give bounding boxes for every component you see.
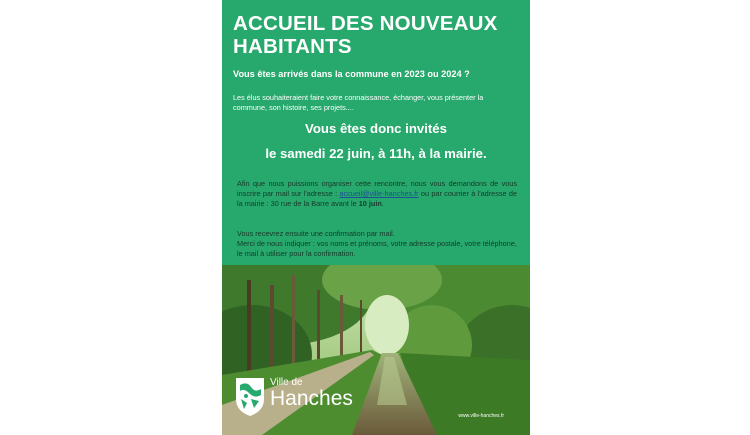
- event-date: le samedi 22 juin, à 11h, à la mairie.: [265, 146, 487, 161]
- email-link[interactable]: accueil@ville-hanches.fr: [339, 189, 419, 198]
- intro-text: Les élus souhaiteraient faire votre connaissance, échanger, vous présenter la commune, son histoire, ses projets....: [233, 93, 484, 112]
- hanches-logo: [235, 377, 353, 417]
- website-url: www.ville-hanches.fr: [458, 413, 504, 419]
- arrival-question: Vous êtes arrivés dans la commune en 2023 ou 2024 ?: [233, 69, 470, 79]
- invite-heading: Vous êtes donc invités: [305, 121, 447, 136]
- info-request-line: Merci de nous indiquer : vos noms et prénoms, votre adresse postale, votre téléphone, le mail à utiliser pour la confirmation.: [237, 239, 517, 258]
- registration-paragraph: [237, 179, 517, 209]
- logo-ville-text: Ville de: [270, 377, 303, 388]
- poster-title: ACCUEIL DES NOUVEAUX HABITANTS: [233, 12, 498, 58]
- green-info-panel: [222, 0, 530, 265]
- registration-text-middle: ou par courrier à l'adresse de la mairie : 30 rue de la Barre avant le: [237, 189, 517, 208]
- crest-icon: [235, 377, 265, 417]
- registration-text-start: Afin que nous puissions organiser cette rencontre, nous vous demandons de vous inscrire par mail sur l'adresse :: [237, 179, 517, 198]
- confirmation-line: Vous recevrez ensuite une confirmation par mail.: [237, 229, 395, 238]
- registration-text-end: .: [381, 199, 384, 208]
- deadline-date: 10 juin: [358, 199, 382, 208]
- logo-town-name: Hanches: [270, 387, 353, 410]
- confirmation-paragraph: [237, 229, 517, 259]
- poster: [222, 0, 530, 435]
